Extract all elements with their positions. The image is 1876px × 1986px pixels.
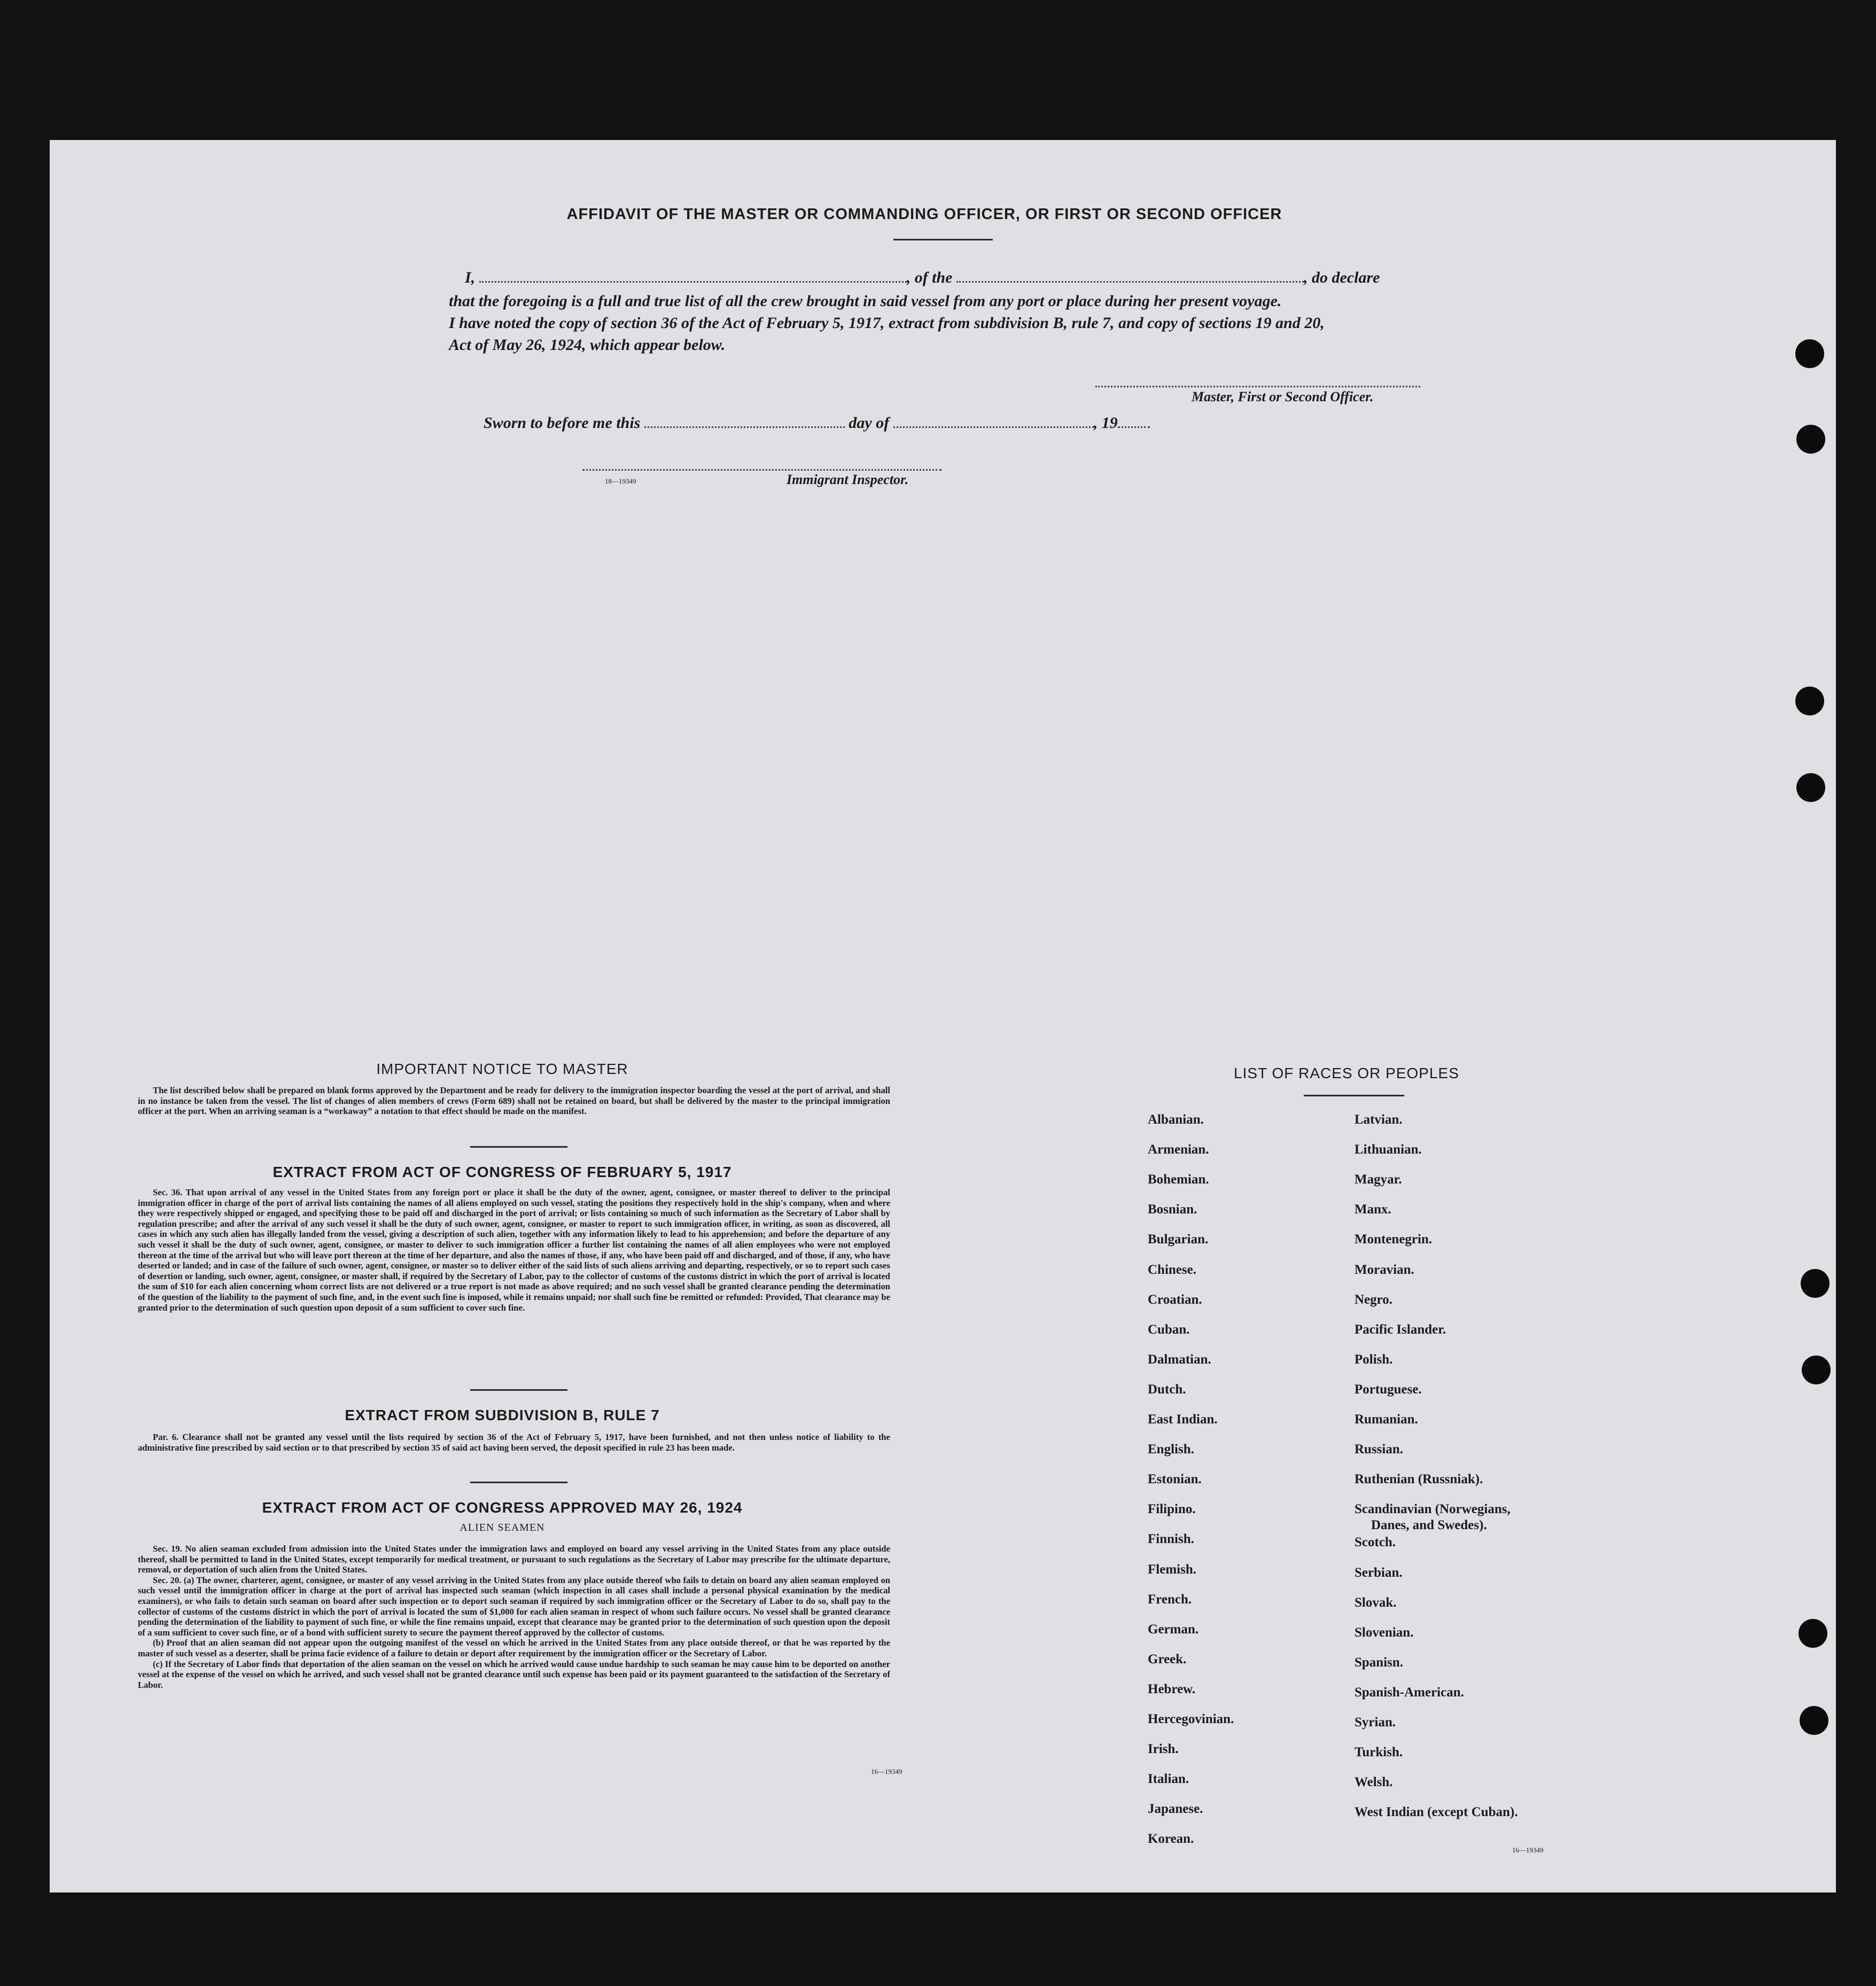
race-item: Finnish.: [1148, 1532, 1194, 1547]
race-item: Turkish.: [1355, 1745, 1403, 1760]
race-item: Filipino.: [1148, 1502, 1196, 1517]
section-20c-paragraph: (c) If the Secretary of Labor finds that deportation of the alien seaman on the vessel on which he arrived would cause undue hardship to such seaman he may cause him to be deported on another vessel at the expense of the vessel on which he arrived, and such vessel shall not be granted clearance until such expense has been paid or its payment guaranteed to the satisfaction of the Secretary of Labor.: [138, 1658, 890, 1690]
race-item: Portuguese.: [1355, 1382, 1422, 1397]
notice-text: [138, 1085, 890, 1117]
race-item: West Indian (except Cuban).: [1355, 1805, 1518, 1820]
race-item: Croatian.: [1148, 1292, 1202, 1307]
punch-hole: [1799, 1619, 1827, 1648]
notice-title: IMPORTANT NOTICE TO MASTER: [376, 1061, 628, 1077]
declare-label: , do declare: [1304, 269, 1380, 286]
section-divider: [470, 1389, 567, 1391]
day-of-label: day of: [849, 414, 890, 432]
punch-hole: [1796, 425, 1825, 454]
race-item: Polish.: [1355, 1352, 1393, 1367]
race-item: Greek.: [1148, 1652, 1187, 1666]
race-item: Korean.: [1148, 1832, 1194, 1847]
race-item: French.: [1148, 1592, 1192, 1607]
race-item: Dutch.: [1148, 1382, 1186, 1397]
race-item: Hercegovinian.: [1148, 1712, 1234, 1726]
section-20a-paragraph: Sec. 20. (a) The owner, charterer, agent, consignee, or master of any vessel arriving in the United States from any place outside thereof who fails to detain on board any alien seaman employed on such vessel until the immigration officer in charge at the port of arrival has inspected such seaman (which inspection in all cases shall include a personal physical examination by the medical examiners), or who fails to detain such seaman on board after such inspection or to deport such seaman if required by such immigration officer or the Secretary of Labor to do so, shall pay to the collector of customs of the customs district in which the port of arrival is located the sum of $1,000 for each alien seaman in respect of whom such failure occurs. No vessel shall be granted clearance pending the determination of the liability to payment of such fine, or while the fine remains unpaid, except that clearance may be granted prior to the determination of such question upon the deposit of a sum sufficient to cover such fine, or of a bond with sufficient surety to secure the payment thereof approved by the collector of customs.: [138, 1575, 890, 1638]
affidavit-title: AFFIDAVIT OF THE MASTER OR COMMANDING OFFICER, OR FIRST OR SECOND OFFICER: [566, 206, 1282, 223]
section-19-paragraph: Sec. 19. No alien seaman excluded from admission into the United States under the immigration laws and employed on board any vessel arriving in the United States from any place outside thereof, shall be permitted to land in the United States, except temporarily for medical treatment, or pursuant to such regulations as the Secretary of Labor may prescribe for the ultimate departure, removal, or deportation of such alien from the United States.: [138, 1544, 890, 1575]
race-item: German.: [1148, 1622, 1199, 1637]
race-item: Albanian.: [1148, 1112, 1204, 1127]
sworn-day-field[interactable]: [644, 415, 845, 428]
race-item: Cuban.: [1148, 1322, 1190, 1337]
punch-hole: [1800, 1706, 1828, 1735]
affidavit-line-3: I have noted the copy of section 36 of the Act of February 5, 1917, extract from subdivision B, rule 7, and copy of sections 19 and 20,: [449, 314, 1325, 332]
affidavit-line-4: Act of May 26, 1924, which appear below.: [449, 336, 726, 354]
extract-1917-title: EXTRACT FROM ACT OF CONGRESS OF FEBRUARY 5, 1917: [273, 1164, 732, 1180]
race-item: Serbian.: [1355, 1565, 1403, 1580]
race-item: Japanese.: [1148, 1802, 1203, 1817]
section-36-paragraph: Sec. 36. That upon arrival of any vessel in the United States from any foreign port or place it shall be the duty of the owner, agent, consignee, or master thereof to deliver to the principal immigration officer in charge of the port of arrival lists containing the names of all aliens employed on such vessel, stating the positions they respectively hold in the ship's company, when and where they were respectively shipped or engaged, and specifying those to be paid off and discharged in the port of arrival; or lists containing so much of such information as the Secretary of Labor shall by regulation prescribe; and after the arrival of any such vessel it shall be the duty of such owner, agent, consignee, or master to report to such immigration officer, in writing, as soon as discovered, all cases in which any such alien has illegally landed from the vessel, giving a description of such alien, together with any information likely to lead to his apprehension; and before the departure of any such vessel it shall be the duty of such owner, agent, consignee, or master to deliver to such immigration officer a further list containing the names of all alien employees who were not employed thereon at the time of the arrival but who will leave port thereon at the time of her departure, and also the names of those, if any, who have been paid off and discharged, and of those, if any, who have deserted or landed; and in case of the failure of such owner, agent, consignee, or master so to deliver either of the said lists of such aliens arriving and departing, respectively, or so to report such cases of desertion or landing, such owner, agent, consignee, or master shall, if required by the Secretary of Labor, pay to the collector of customs of the customs district in which the port of arrival is located the sum of $10 for each alien concerning whom correct lists are not delivered or a true report is not made as above required; and no such vessel shall be granted clearance pending the determination of the question of the liability to the payment of such fine, and, in the event such fine is imposed, while it remains unpaid; nor shall such fine be remitted or refunded: Provided, That clearance may be granted prior to the determination of such question upon deposit of a sum sufficient to cover such fine.: [138, 1187, 890, 1313]
extract-rule7-text: [138, 1432, 890, 1453]
inspector-signature-field[interactable]: [582, 469, 941, 471]
extract-1917-text: [138, 1187, 890, 1313]
races-divider: [1304, 1095, 1404, 1096]
affidavit-line-2: that the foregoing is a full and true list of all the crew brought in said vessel from any port or place during her present voyage.: [449, 292, 1282, 310]
race-item: Dalmatian.: [1148, 1352, 1211, 1367]
race-item: Lithuanian.: [1355, 1142, 1422, 1157]
section-20b-paragraph: (b) Proof that an alien seaman did not appear upon the outgoing manifest of the vessel on which he arrived in the United States from any place outside thereof, or that he was reported by the master of such vessel as a deserter, shall be prima facie evidence of a failure to detain or deport after requirement by the immigration officer or the Secretary of Labor.: [138, 1638, 890, 1658]
declarant-prefix: I,: [465, 269, 476, 286]
race-item: Magyar.: [1355, 1172, 1402, 1187]
form-number: 16—19349: [1512, 1846, 1544, 1854]
race-item: Spanish-American.: [1355, 1685, 1464, 1700]
inspector-label: Immigrant Inspector.: [787, 472, 909, 487]
sworn-year-field[interactable]: [1118, 415, 1150, 428]
form-number: 18—19349: [605, 477, 636, 485]
race-item: Italian.: [1148, 1772, 1189, 1787]
master-signature-label: Master, First or Second Officer.: [1192, 389, 1374, 404]
year-label: , 19: [1093, 414, 1118, 432]
race-item: Ruthenian (Russniak).: [1355, 1472, 1483, 1487]
section-divider: [470, 1482, 567, 1483]
races-title: LIST OF RACES OR PEOPLES: [1234, 1065, 1459, 1081]
extract-1924-title: EXTRACT FROM ACT OF CONGRESS APPROVED MAY 26, 1924: [262, 1499, 743, 1516]
race-item: Flemish.: [1148, 1562, 1196, 1577]
race-item: Scotch.: [1355, 1535, 1396, 1550]
race-item: Slovak.: [1355, 1595, 1397, 1610]
race-item: Armenian.: [1148, 1142, 1209, 1157]
race-item: Scandinavian (Norwegians,: [1355, 1502, 1511, 1517]
extract-1924-text: [138, 1544, 890, 1690]
sworn-month-field[interactable]: [893, 415, 1094, 428]
sworn-label: Sworn to before me this: [484, 414, 641, 432]
vessel-name-field[interactable]: [956, 269, 1304, 283]
race-item: East Indian.: [1148, 1412, 1218, 1427]
punch-hole: [1795, 687, 1824, 715]
race-item: Irish.: [1148, 1742, 1179, 1757]
race-item: English.: [1148, 1442, 1194, 1457]
declarant-name-field[interactable]: [479, 269, 907, 283]
form-number: 16—19349: [871, 1767, 902, 1775]
alien-seamen-subtitle: ALIEN SEAMEN: [460, 1522, 545, 1533]
punch-hole: [1795, 339, 1824, 368]
punch-hole: [1802, 1356, 1831, 1384]
race-item: Manx.: [1355, 1202, 1391, 1217]
race-item: Rumanian.: [1355, 1412, 1418, 1427]
race-item: Danes, and Swedes).: [1371, 1518, 1487, 1533]
affidavit-line-1: [465, 269, 1380, 287]
punch-hole: [1801, 1269, 1830, 1298]
race-item: Pacific Islander.: [1355, 1322, 1446, 1337]
rule-7-paragraph: Par. 6. Clearance shall not be granted any vessel until the lists required by section 36 of the Act of February 5, 1917, have been furnished, and not then unless notice of liability to the administrative fine prescribed by said section or to that prescribed by section 35 of said act having been served, the deposit specified in rule 23 has been made.: [138, 1432, 890, 1453]
extract-rule7-title: EXTRACT FROM SUBDIVISION B, RULE 7: [345, 1407, 660, 1423]
title-divider: [893, 239, 993, 240]
race-item: Syrian.: [1355, 1715, 1396, 1730]
race-item: Montenegrin.: [1355, 1232, 1433, 1247]
notice-paragraph: The list described below shall be prepared on blank forms approved by the Department and be ready for delivery to the immigration inspector boarding the vessel at the port of arrival, and shall in no instance be taken from the vessel. The list of changes of alien members of crews (Form 689) shall not be retained on board, but shall be delivered by the master to the principal immigration officer at the port. When an arriving seaman is a “workaway” a notation to that effect should be made on the manifest.: [138, 1085, 890, 1117]
race-item: Spanisn.: [1355, 1655, 1404, 1670]
race-item: Slovenian.: [1355, 1625, 1414, 1640]
race-item: Latvian.: [1355, 1112, 1403, 1127]
punch-hole: [1796, 773, 1825, 802]
of-the-label: , of the: [906, 269, 953, 286]
section-divider: [470, 1146, 567, 1148]
race-item: Bohemian.: [1148, 1172, 1209, 1187]
race-item: Estonian.: [1148, 1472, 1202, 1487]
race-item: Moravian.: [1355, 1262, 1414, 1277]
race-item: Bulgarian.: [1148, 1232, 1209, 1247]
race-item: Hebrew.: [1148, 1681, 1196, 1696]
sworn-line: [484, 414, 1150, 432]
race-item: Russian.: [1355, 1442, 1404, 1457]
race-item: Chinese.: [1148, 1262, 1196, 1277]
race-item: Bosnian.: [1148, 1202, 1197, 1217]
race-item: Welsh.: [1355, 1775, 1393, 1790]
race-item: Negro.: [1355, 1292, 1393, 1307]
master-signature-field[interactable]: [1095, 386, 1420, 387]
